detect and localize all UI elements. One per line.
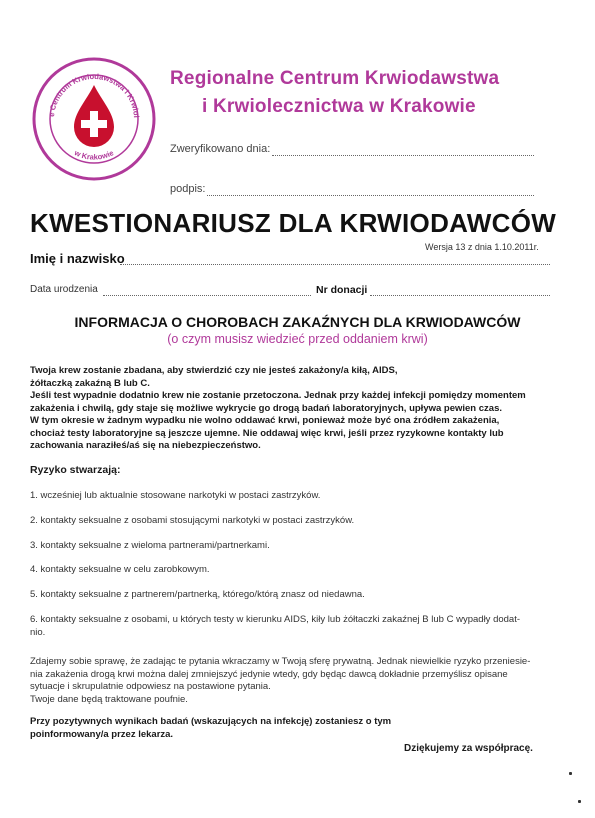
verified-date-field[interactable] [272, 155, 534, 156]
blood-center-logo [30, 55, 158, 183]
risk-line: 1. wcześniej lub aktualnie stosowane narkotyki w postaci zastrzyków. [30, 490, 321, 501]
scan-speck [578, 800, 581, 803]
risk-item [30, 515, 570, 528]
org-name-line1: Regionalne Centrum Krwiodawstwa [170, 68, 500, 89]
risk-heading: Ryzyko stwarzają: [30, 464, 121, 476]
name-field[interactable] [120, 264, 550, 265]
section-subtitle: (o czym musisz wiedzieć przed oddaniem krwi) [167, 332, 428, 346]
risk-item [30, 490, 570, 503]
risk-line: nio. [30, 626, 46, 638]
result-notice [30, 716, 550, 741]
intro-line: żółtaczką zakaźną B lub C. [30, 377, 150, 389]
risk-item [30, 564, 570, 577]
thanks-note: Dziękujemy za współpracę. [404, 743, 533, 754]
privacy-line: nia zakażenia drogą krwi można dalej zmniejszyć jedynie wtedy, gdy będąc dawcą dokładnie przemyślisz opisane [30, 668, 508, 680]
name-label: Imię i nazwisko [30, 251, 125, 266]
birth-date-label: Data urodzenia [30, 284, 98, 295]
blood-drop-icon [30, 55, 158, 183]
form-title: KWESTIONARIUSZ DLA KRWIODAWCÓW [30, 208, 557, 238]
intro-paragraph [30, 365, 570, 453]
scan-speck [569, 772, 572, 775]
signature-label: podpis: [170, 183, 206, 195]
intro-line: Twoja krew zostanie zbadana, aby stwierdzić czy nie jesteś zakażony/a kiłą, AIDS, [30, 365, 398, 376]
intro-line: W tym okresie w żadnym wypadku nie wolno oddawać krwi, ponieważ może być ona źródłem zakażenia, [30, 415, 500, 426]
logo-ring-text-top: e Centrum Krwiodawstwa i Krwiol [47, 71, 141, 118]
risk-line: 5. kontakty seksualne z partnerem/partnerką, którego/którą znasz od niedawna. [30, 589, 365, 600]
logo-ring-text-bottom: w Krakowie [72, 148, 116, 162]
risk-line: 6. kontakty seksualne z osobami, u których testy w kierunku AIDS, kiły lub żółtaczki zakaźnej B lub C wypadły dodat- [30, 614, 521, 625]
risk-line: 4. kontakty seksualne w celu zarobkowym. [30, 564, 210, 575]
risk-item [30, 540, 570, 553]
risk-item [30, 589, 570, 602]
risk-line: 3. kontakty seksualne z wieloma partnerami/partnerkami. [30, 540, 270, 551]
risk-line: 2. kontakty seksualne z osobami stosującymi narkotyki w postaci zastrzyków. [30, 515, 355, 526]
privacy-line: Zdajemy sobie sprawę, że zadając te pytania wkraczamy w Twoją sferę prywatną. Jednak niewielkie ryzyko przeniesie- [30, 656, 531, 667]
intro-line: chociaż testy laboratoryjne są jeszcze ujemne. Nie oddawaj więc krwi, jeśli przez ryzykowne kontakty lub [30, 427, 504, 439]
intro-line: zakażenia i chwilą, gdy staje się możliwe wykrycie go drogą badań laboratoryjnych, upływa pewien czas. [30, 402, 502, 414]
donation-number-field[interactable] [370, 295, 550, 296]
result-line: Przy pozytywnych wynikach badań (wskazujących na infekcję) zostaniesz o tym [30, 716, 392, 727]
signature-field[interactable] [207, 195, 534, 196]
privacy-line: Twoje dane będą traktowane poufnie. [30, 693, 188, 705]
intro-line: Jeśli test wypadnie dodatnio krew nie zostanie przetoczona. Jednak przy każdej infekcji pomiędzy momentem [30, 390, 526, 401]
verified-label: Zweryfikowano dnia: [170, 143, 271, 155]
privacy-line: sytuacje i skrupulatnie odpowiesz na postawione pytania. [30, 681, 271, 692]
risk-item [30, 614, 570, 639]
result-line: poinformowany/a przez lekarza. [30, 728, 174, 740]
birth-date-field[interactable] [103, 295, 311, 296]
org-name-line2: i Krwiolecznictwa w Krakowie [202, 96, 476, 117]
intro-line: zachowania naraziłeś/aś się na niebezpieczeństwo. [30, 440, 261, 451]
privacy-paragraph [30, 656, 550, 706]
donation-number-label: Nr donacji [316, 284, 368, 296]
form-version: Wersja 13 z dnia 1.10.2011r. [425, 242, 539, 252]
section-title: INFORMACJA O CHOROBACH ZAKAŹNYCH DLA KRWIODAWCÓW [74, 314, 521, 330]
